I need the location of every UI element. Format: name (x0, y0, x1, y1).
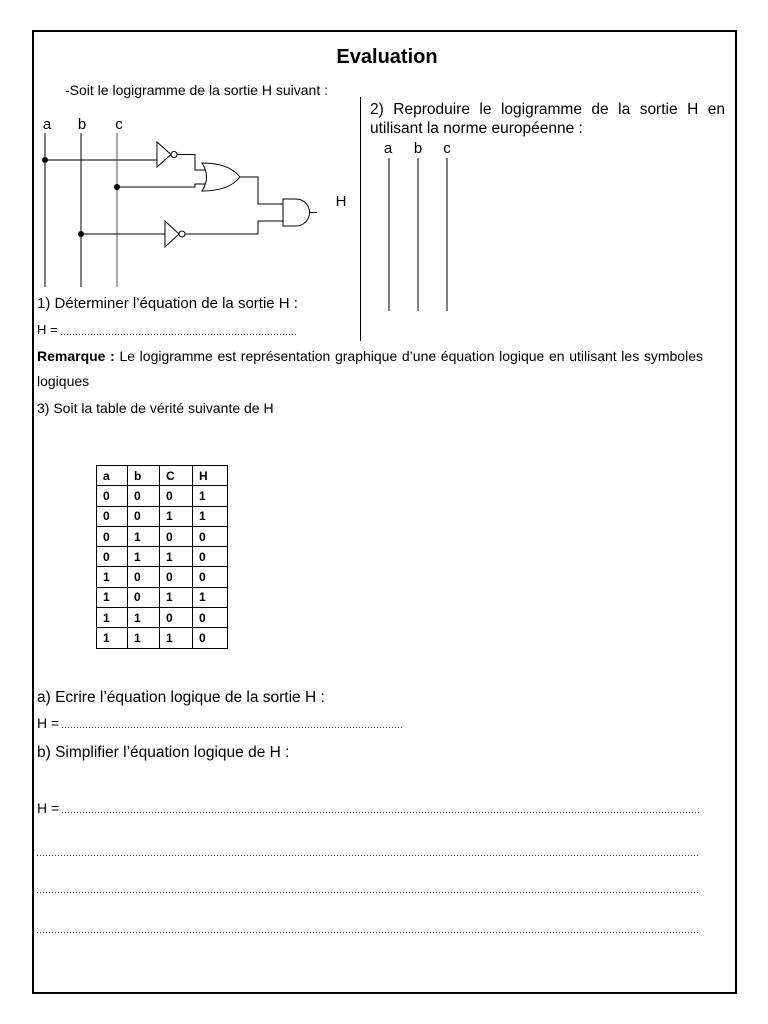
column-separator (360, 97, 361, 341)
table-cell: 0 (160, 486, 193, 506)
table-cell: 1 (97, 608, 128, 628)
table-row (97, 486, 228, 506)
answer-1 (37, 321, 296, 339)
table-cell: 0 (97, 526, 128, 546)
input-label-b: b (77, 116, 87, 133)
answer-3a (37, 714, 404, 732)
input-label-a: a (42, 116, 52, 133)
remark-label: Remarque : (37, 348, 115, 364)
table-row (97, 608, 228, 628)
table-row (97, 506, 228, 526)
wire-c-to-or-gate (117, 184, 206, 187)
table-cell: 1 (193, 506, 228, 526)
table-cell: 0 (160, 526, 193, 546)
table-cell: 1 (128, 526, 160, 546)
wire-not-to-and-gate (185, 221, 283, 234)
table-cell: 1 (193, 486, 228, 506)
table-cell: 0 (193, 526, 228, 546)
table-cell: 0 (128, 506, 160, 526)
table-header-row (97, 466, 228, 486)
output-label-h: H (335, 193, 347, 210)
table-cell: 1 (128, 547, 160, 567)
wire-or-to-and-gate (240, 177, 283, 204)
remark (37, 344, 703, 394)
question-3: 3) Soit la table de vérité suivante de H (37, 400, 274, 416)
answer-3b-dotted-line (37, 855, 700, 856)
table-cell: 0 (97, 486, 128, 506)
table-cell: 0 (193, 628, 228, 648)
junction-dot-a (42, 157, 48, 163)
reproduction-area (378, 136, 458, 316)
question-1: 1) Déterminer l’équation de la sortie H : (37, 295, 298, 312)
input-label-c: c (115, 116, 123, 133)
answer-1-prefix: H = (37, 322, 58, 337)
table-cell: 0 (97, 547, 128, 567)
table-header: H (193, 466, 228, 486)
junction-dot-c (114, 184, 120, 190)
question-3a: a) Ecrire l’équation logique de la sortie H : (37, 689, 325, 706)
table-cell: 1 (160, 587, 193, 607)
table-cell: 1 (160, 628, 193, 648)
answer-3a-prefix: H = (37, 715, 60, 731)
answer-3b-prefix: H = (37, 800, 60, 816)
answer-1-dotted-line (61, 334, 296, 335)
table-header: a (97, 466, 128, 486)
not-gate-icon (165, 221, 179, 247)
table-cell: 0 (193, 608, 228, 628)
diagram-intro: -Soit le logigramme de la sortie H suivant : (65, 82, 328, 98)
table-cell: 0 (128, 486, 160, 506)
table-cell: 1 (128, 628, 160, 648)
junction-dot-b (78, 231, 84, 237)
table-cell: 1 (97, 587, 128, 607)
table-cell: 1 (160, 547, 193, 567)
table-cell: 1 (97, 567, 128, 587)
table-row (97, 628, 228, 648)
answer-3b (37, 799, 700, 817)
table-cell: 0 (160, 608, 193, 628)
not-gate-icon (157, 142, 171, 167)
table-row (97, 567, 228, 587)
table-row (97, 526, 228, 546)
table-cell: 1 (128, 608, 160, 628)
table-header: C (160, 466, 193, 486)
answer-3a-dotted-line (62, 727, 404, 728)
not-gate-bubble-icon (171, 152, 177, 158)
table-cell: 0 (193, 547, 228, 567)
table-cell: 0 (128, 587, 160, 607)
answer-3b-dotted-line (37, 892, 700, 893)
repro-label-b: b (413, 140, 423, 157)
page-title: Evaluation (336, 46, 438, 68)
answer-3b-dotted-line (37, 932, 700, 933)
table-cell: 0 (193, 567, 228, 587)
answer-3b-dotted-line (62, 812, 700, 813)
remark-text: Le logigramme est représentation graphique d’une équation logique en utilisant les symboles logiques (37, 348, 703, 389)
table-cell: 0 (160, 567, 193, 587)
table-cell: 0 (97, 506, 128, 526)
table-row (97, 547, 228, 567)
table-header: b (128, 466, 160, 486)
question-3b: b) Simplifier l’équation logique de H : (37, 744, 290, 761)
repro-label-c: c (443, 140, 451, 157)
table-cell: 0 (128, 567, 160, 587)
not-gate-bubble-icon (179, 231, 185, 237)
table-cell: 1 (193, 587, 228, 607)
repro-label-a: a (383, 140, 393, 157)
or-gate-icon (202, 163, 240, 191)
and-gate-icon (283, 199, 310, 226)
question-2: 2) Reproduire le logigramme de la sortie H en utilisant la norme européenne : (370, 101, 725, 137)
table-row (97, 587, 228, 607)
table-cell: 1 (97, 628, 128, 648)
wire-not-to-or-gate (177, 155, 206, 171)
logic-diagram (36, 112, 366, 292)
truth-table (96, 465, 228, 649)
table-cell: 1 (160, 506, 193, 526)
